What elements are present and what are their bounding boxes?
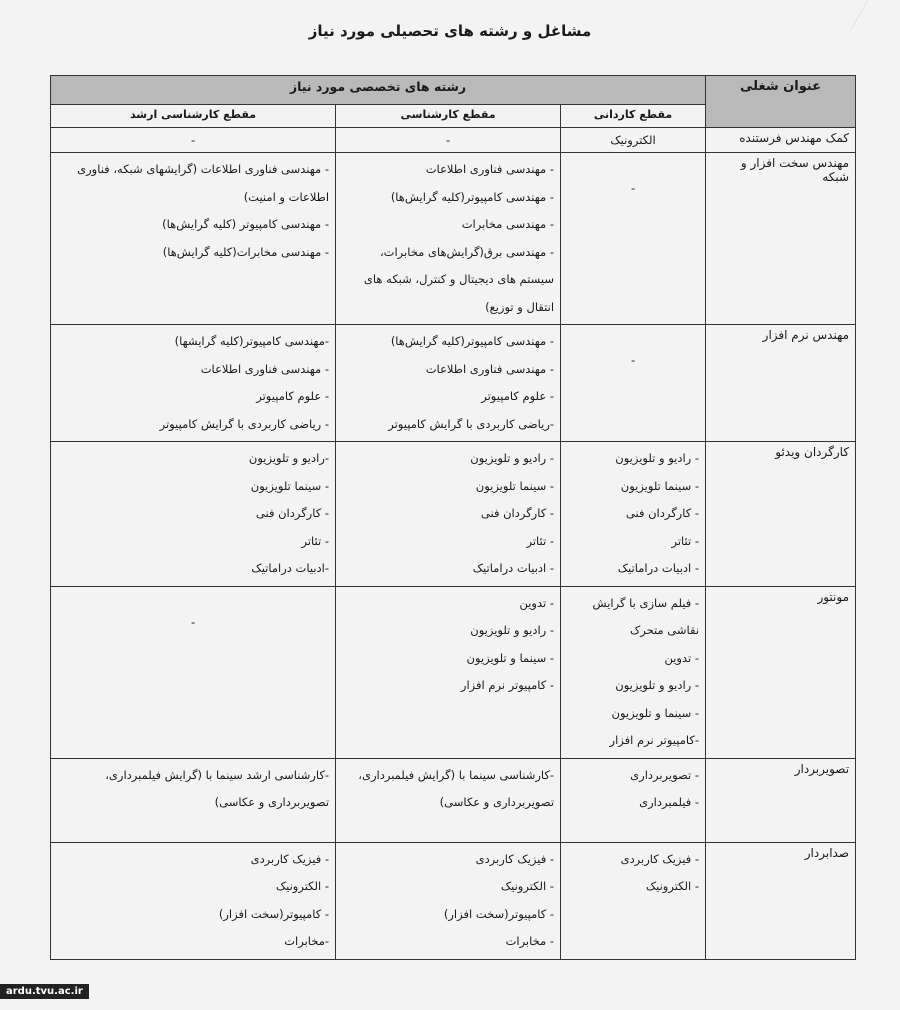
field-item: - ادبیات دراماتیک: [617, 561, 700, 575]
requirements-table: [50, 75, 856, 960]
field-item: - کارگردان فنی: [480, 506, 555, 520]
field-item: -کامپیوتر نرم افزار: [609, 733, 700, 747]
field-item: - رادیو و تلویزیون: [615, 678, 700, 692]
bachelor-cell: [336, 153, 561, 325]
bachelor-cell: [336, 442, 561, 587]
field-item: - تئاتر: [671, 533, 700, 548]
field-item: -ریاضی کاربردی با گرایش کامپیوتر: [388, 416, 555, 431]
field-item: -کارشناسی سینما با (گرایش فیلمبرداری،: [358, 767, 555, 782]
field-item: - رادیو و تلویزیون: [470, 623, 555, 637]
table-row: [51, 442, 856, 587]
job-title-cell: تصویربردار: [706, 758, 856, 842]
field-item: -: [445, 133, 451, 147]
bachelor-cell: [336, 325, 561, 442]
field-item: - مهندسی فناوری اطلاعات (گرایشهای شبکه، فناوری: [77, 162, 330, 176]
master-header: مقطع کارشناسی ارشد: [51, 105, 336, 128]
field-item: - تدوین: [664, 650, 700, 665]
bachelor-cell: [336, 586, 561, 758]
field-item: - کارگردان فنی: [625, 506, 700, 520]
field-item: - سینما تلویزیون: [475, 478, 555, 493]
field-item: - رادیو و تلویزیون: [470, 451, 555, 465]
master-cell: [51, 325, 336, 442]
field-item: نقاشی متحرک: [629, 623, 700, 637]
field-item: - مهندسی فناوری اطلاعات: [425, 162, 555, 176]
field-item: - سینما و تلویزیون: [611, 705, 700, 720]
table-row: [51, 325, 856, 442]
field-item: -مهندسی کامپیوتر(کلیه گرایشها): [174, 334, 330, 348]
bachelor-cell: [336, 842, 561, 959]
field-item: - مهندسی مخابرات(کلیه گرایش‌ها): [162, 244, 330, 259]
field-item: اطلاعات و امنیت): [243, 189, 330, 204]
field-item: - مهندسی فناوری اطلاعات: [425, 361, 555, 376]
field-item: - تصویربرداری: [630, 767, 700, 782]
table-row: [51, 758, 856, 842]
bachelor-cell: [336, 128, 561, 153]
table-row: [51, 586, 856, 758]
field-item: - رادیو و تلویزیون: [615, 451, 700, 465]
table-row: [51, 153, 856, 325]
field-item: - سینما تلویزیون: [250, 478, 330, 493]
table-row: [51, 842, 856, 959]
field-item: سیستم های دیجیتال و کنترل، شبکه های: [363, 272, 555, 286]
field-item: - مهندسی کامپیوتر (کلیه گرایش‌ها): [162, 217, 330, 231]
bachelor-header: مقطع کارشناسی: [336, 105, 561, 128]
field-item: -رادیو و تلویزیون: [248, 451, 330, 465]
field-item: - ریاضی کاربردی با گرایش کامپیوتر: [159, 416, 330, 431]
job-title-cell: صدابردار: [706, 842, 856, 959]
field-item: - کامپیوتر(سخت افزار): [443, 906, 555, 921]
field-item: - مهندسی فناوری اطلاعات: [200, 361, 330, 376]
field-item: - مهندسی کامپیوتر(کلیه گرایش‌ها): [390, 189, 555, 204]
page-title: مشاغل و رشته های تحصیلی مورد نیاز: [308, 22, 592, 40]
associate-header: مقطع کاردانی: [561, 105, 706, 128]
master-cell: [51, 128, 336, 153]
bachelor-cell: [336, 758, 561, 842]
job-title-cell: مهندس سخت افزار و شبکه: [706, 153, 856, 325]
field-item: - کامپیوتر(سخت افزار): [218, 906, 330, 921]
master-cell: [51, 758, 336, 842]
associate-cell: [561, 128, 706, 153]
master-cell: [51, 586, 336, 758]
field-item: - تئاتر: [301, 533, 330, 548]
job-title-cell: کارگردان ویدئو: [706, 442, 856, 587]
field-item: انتقال و توزیع): [485, 299, 555, 314]
field-item: -: [190, 614, 196, 629]
field-item: - الکترونیک: [500, 879, 555, 893]
field-item: - علوم کامپیوتر: [256, 389, 330, 403]
field-item: تصویربرداری و عکاسی): [214, 795, 330, 809]
field-item: - فیلم سازی با گرایش: [592, 595, 700, 610]
master-cell: [51, 153, 336, 325]
field-item: - فیلمبرداری: [639, 795, 700, 809]
field-item: - ادبیات دراماتیک: [472, 561, 555, 575]
associate-cell: [561, 758, 706, 842]
field-item: -: [630, 181, 636, 195]
field-item: - مهندسی مخابرات: [461, 217, 555, 231]
associate-cell: [561, 153, 706, 325]
fields-header: رشته های تخصصی مورد نیاز: [51, 76, 706, 105]
field-item: - سینما و تلویزیون: [466, 650, 555, 665]
field-item: -: [190, 133, 196, 147]
master-cell: [51, 842, 336, 959]
field-item: -مخابرات: [284, 934, 330, 948]
job-title-cell: کمک مهندس فرستنده: [706, 128, 856, 153]
field-item: - تئاتر: [526, 533, 555, 548]
job-title-header: عنوان شغلی: [706, 76, 856, 128]
associate-cell: [561, 325, 706, 442]
field-item: - فیزیک کاربردی: [475, 851, 555, 866]
associate-cell: [561, 442, 706, 587]
field-item: - الکترونیک: [275, 879, 330, 893]
job-title-cell: مهندس نرم افزار: [706, 325, 856, 442]
master-cell: [51, 442, 336, 587]
field-item: - الکترونیک: [645, 879, 700, 893]
associate-cell: [561, 842, 706, 959]
job-title-cell: مونتور: [706, 586, 856, 758]
field-item: تصویربرداری و عکاسی): [439, 795, 555, 809]
field-item: - فیزیک کاربردی: [620, 851, 700, 866]
field-item: الکترونیک: [610, 133, 656, 147]
associate-cell: [561, 586, 706, 758]
field-item: - کامپیوتر نرم افزار: [460, 678, 555, 692]
field-item: - مهندسی برق(گرایش‌های مخابرات،: [379, 244, 555, 259]
field-item: - فیزیک کاربردی: [250, 851, 330, 866]
field-item: -: [630, 353, 636, 367]
field-item: - علوم کامپیوتر: [481, 389, 555, 403]
field-item: - تدوین: [519, 595, 555, 610]
field-item: - کارگردان فنی: [255, 506, 330, 520]
table-row: [51, 128, 856, 153]
field-item: -کارشناسی ارشد سینما با (گرایش فیلمبرداری،: [105, 767, 330, 782]
field-item: -ادبیات دراماتیک: [251, 561, 330, 575]
field-item: - مخابرات: [505, 934, 555, 948]
site-watermark: ardu.tvu.ac.ir: [0, 984, 89, 999]
field-item: - سینما تلویزیون: [620, 478, 700, 493]
header-row-main: [51, 76, 856, 105]
field-item: - مهندسی کامپیوتر(کلیه گرایش‌ها): [390, 334, 555, 348]
